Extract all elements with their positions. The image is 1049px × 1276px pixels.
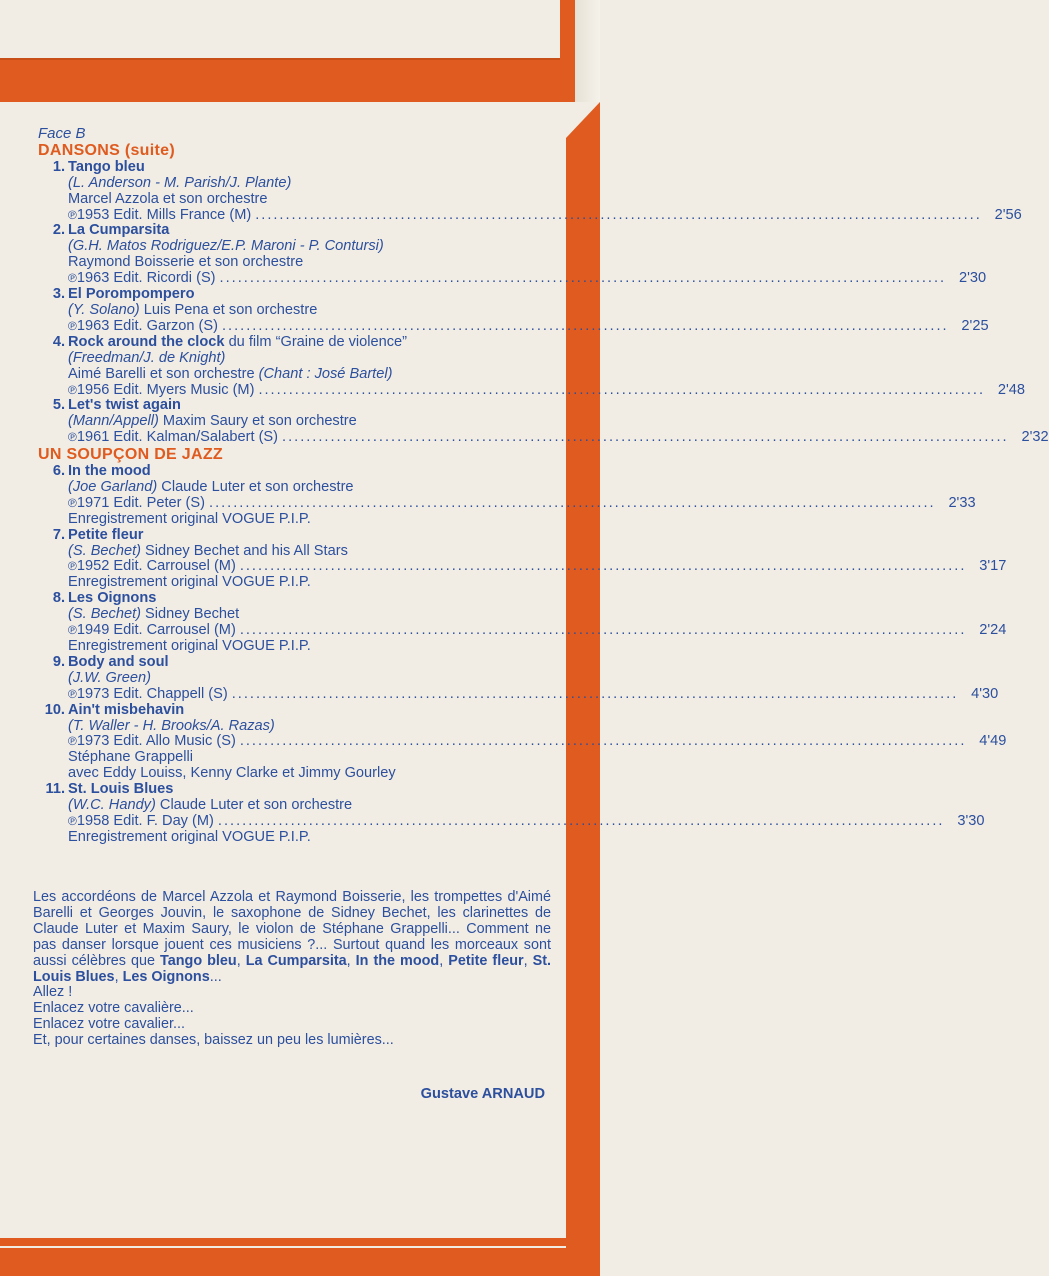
track-heading [68, 782, 554, 798]
track-publishing-line [68, 733, 1007, 750]
track-note: avec Eddy Louiss, Kenny Clarke et Jimmy Gourley [68, 765, 396, 782]
track-title: St. Louis Blues [68, 781, 174, 798]
section-title: DANSONS (suite) [38, 141, 175, 159]
liner-sep: , [236, 952, 246, 969]
track-number: 11. [45, 781, 65, 798]
publishing-edition: 1973 Edit. Chappell (S) [76, 685, 228, 702]
publishing-edition: 1963 Edit. Garzon (S) [76, 317, 218, 334]
track-note: Enregistrement original VOGUE P.I.P. [68, 638, 311, 654]
track-publishing-line [68, 494, 976, 512]
track-credit-line [68, 255, 554, 271]
dot-leader: ........................................................................................................................ [222, 317, 949, 334]
liner-bold-title: La Cumparsita [245, 952, 347, 969]
publishing-edition: 1973 Edit. Allo Music (S) [76, 733, 236, 750]
dot-leader: ........................................................................................................................ [239, 558, 967, 575]
track-performer: Maxim Saury et son orchestre [158, 413, 357, 430]
publishing-edition: 1971 Edit. Peter (S) [76, 494, 206, 511]
dot-leader: ........................................................................................................................ [239, 733, 967, 750]
liner-line: Enlacez votre cavalier... [33, 1016, 185, 1033]
track-number: 5. [52, 397, 65, 414]
liner-bold-title: Petite fleur [448, 952, 524, 969]
phonogram-icon: ℗ [68, 271, 77, 286]
publishing-info [68, 208, 251, 224]
track-duration: 2'25 [961, 317, 989, 334]
liner-sep: , [346, 952, 356, 969]
track-performer: Claude Luter et son orchestre [155, 797, 353, 814]
track-publishing-line [68, 206, 1022, 224]
track-duration: 3'17 [979, 558, 1007, 575]
track-composers: (J.W. Green) [68, 669, 151, 686]
track-composers: (Joe Garland) [68, 478, 158, 495]
track-duration: 3'30 [957, 812, 985, 829]
liner-text: Les accordéons de Marcel Azzola et Raymond Boisserie, les trompettes d'Aimé Barelli et Georges Jouvin, le saxophone de Sidney Bechet, les clarinettes de Claude Luter et Maxim Saury, le violon de Stéphane Grappelli... Comment ne pas danser lorsque jouent ces musiciens ?... Surtout quand les morceaux sont aussi célèbres que [33, 889, 551, 969]
track-item [34, 158, 1022, 224]
track-note: Enregistrement original VOGUE P.I.P. [68, 574, 311, 591]
dot-leader: ........................................................................................................................ [231, 685, 959, 702]
track-credit-line [68, 239, 554, 255]
liner-sep: , [439, 952, 449, 969]
track-item [34, 397, 1049, 446]
track-note: Enregistrement original VOGUE P.I.P. [68, 510, 311, 527]
track-item [34, 653, 999, 703]
liner-bold-title: St. Louis Blues [33, 952, 551, 985]
track-item [34, 333, 1026, 399]
track-title: La Cumparsita [68, 222, 170, 239]
dot-leader: ........................................................................................................................ [255, 206, 982, 223]
phonogram-icon: ℗ [68, 207, 77, 222]
track-item [34, 463, 976, 528]
track-title: Let's twist again [68, 397, 181, 414]
track-heading [68, 703, 554, 719]
liner-notes [33, 890, 551, 1049]
track-title: Body and soul [68, 653, 169, 670]
track-credit-line [68, 414, 554, 430]
track-number: 9. [52, 653, 65, 670]
phonogram-icon: ℗ [68, 382, 77, 397]
liner-sep: , [523, 952, 533, 969]
track-heading [68, 655, 554, 671]
track-publishing-line [68, 622, 1007, 639]
phonogram-icon: ℗ [68, 623, 77, 638]
publishing-edition: 1963 Edit. Ricordi (S) [76, 270, 216, 287]
track-number: 1. [52, 158, 65, 175]
track-publishing-line [68, 812, 985, 830]
dot-leader: ........................................................................................................................ [209, 494, 936, 511]
track-title: In the mood [68, 463, 151, 480]
publishing-edition: 1961 Edit. Kalman/Salabert (S) [76, 429, 279, 446]
track-composers: (Mann/Appell) [68, 413, 159, 430]
track-composers: (W.C. Handy) [68, 797, 156, 814]
track-duration: 4'49 [979, 733, 1007, 750]
track-credit-line [68, 798, 554, 814]
track-heading [68, 464, 554, 480]
publishing-info [68, 271, 216, 287]
publishing-info [68, 430, 278, 446]
track-duration: 2'33 [948, 494, 976, 511]
track-title: Les Oignons [68, 590, 157, 607]
liner-sep: , [114, 968, 123, 985]
track-composers: (T. Waller - H. Brooks/A. Razas) [68, 717, 275, 734]
track-number: 7. [52, 526, 65, 543]
track-composers: (S. Bechet) [68, 542, 141, 559]
track-heading [68, 591, 554, 607]
track-title: Petite fleur [68, 526, 144, 543]
track-duration: 2'30 [958, 270, 987, 287]
publishing-edition: 1952 Edit. Carrousel (M) [76, 558, 236, 575]
phonogram-icon: ℗ [68, 734, 77, 749]
publishing-info [68, 623, 236, 639]
publishing-info [68, 496, 205, 512]
track-number: 2. [52, 222, 65, 239]
track-credit-line [68, 671, 554, 687]
track-duration: 2'24 [979, 622, 1007, 639]
track-credit-line [68, 544, 554, 560]
track-performer: Luis Pena et son orchestre [139, 301, 318, 318]
track-number: 4. [52, 333, 65, 350]
track-heading [68, 335, 554, 351]
track-credit-line [68, 480, 554, 496]
track-performer: Claude Luter et son orchestre [157, 478, 354, 495]
track-item [34, 286, 989, 335]
publishing-info [68, 559, 236, 575]
track-credit-line [68, 607, 554, 623]
track-note: Stéphane Grappelli [68, 749, 193, 766]
track-title: El Porompompero [68, 286, 195, 303]
track-performer: Sidney Bechet and his All Stars [141, 542, 348, 559]
track-number: 6. [52, 463, 65, 480]
track-duration: 2'48 [997, 381, 1026, 398]
bottom-paper-line [0, 1246, 566, 1248]
phonogram-icon: ℗ [68, 559, 77, 574]
track-performer: Marcel Azzola et son orchestre [68, 190, 268, 207]
track-number: 10. [44, 701, 65, 718]
track-credit-line [68, 192, 554, 208]
track-performer: Sidney Bechet [141, 606, 240, 623]
track-publishing-line [68, 317, 989, 335]
publishing-info [68, 383, 254, 399]
track-publishing-line [68, 685, 999, 703]
liner-line: Enlacez votre cavalière... [33, 1000, 194, 1017]
track-publishing-line [68, 429, 1049, 446]
liner-bold-title: Les Oignons [122, 968, 210, 985]
tracklist [34, 125, 1049, 846]
track-title: Ain't misbehavin [68, 701, 185, 718]
publishing-info [68, 734, 236, 750]
track-publishing-line [68, 270, 987, 287]
track-composers: (Y. Solano) [68, 301, 140, 318]
track-publishing-line [68, 381, 1026, 399]
track-composers: (L. Anderson - M. Parish/J. Plante) [68, 174, 292, 191]
dot-leader: ........................................................................................................................ [282, 429, 1009, 446]
track-heading [68, 528, 554, 544]
liner-sep: ... [209, 968, 222, 985]
phonogram-icon: ℗ [68, 318, 77, 333]
track-performer: Aimé Barelli et son orchestre [68, 365, 259, 382]
dot-leader: ........................................................................................................................ [239, 622, 967, 639]
track-title: Rock around the clock [68, 333, 225, 350]
bottom-orange-band [0, 1238, 566, 1276]
track-number: 3. [52, 286, 65, 303]
track-number: 8. [52, 590, 65, 607]
signature: Gustave ARNAUD [420, 1086, 545, 1102]
liner-line: Allez ! [33, 984, 73, 1001]
track-title: Tango bleu [68, 158, 145, 175]
face-label: Face B [38, 125, 86, 142]
page-fold [575, 0, 600, 102]
track-item [34, 701, 1007, 783]
phonogram-icon: ℗ [68, 686, 77, 701]
track-heading [68, 223, 554, 239]
dot-leader: ........................................................................................................................ [217, 812, 945, 829]
publishing-edition: 1953 Edit. Mills France (M) [76, 206, 252, 223]
publishing-info [68, 687, 228, 703]
dot-leader: ........................................................................................................................ [219, 270, 947, 287]
track-credit-line [68, 719, 554, 735]
top-paper-strip [0, 0, 560, 60]
track-duration: 2'32 [1021, 429, 1049, 446]
phonogram-icon: ℗ [68, 430, 77, 445]
track-item [34, 781, 985, 846]
liner-line: Et, pour certaines danses, baissez un peu les lumières... [33, 1032, 394, 1049]
publishing-edition: 1956 Edit. Myers Music (M) [76, 381, 255, 398]
track-credit-line [68, 351, 554, 367]
track-vocal-credit: (Chant : José Bartel) [258, 365, 393, 382]
track-composers: (Freedman/J. de Knight) [68, 349, 226, 366]
track-credit-line [68, 303, 554, 319]
publishing-edition: 1958 Edit. F. Day (M) [76, 812, 214, 829]
track-duration: 4'30 [971, 685, 999, 702]
track-title-suffix: du film “Graine de violence” [224, 333, 408, 350]
publishing-info [68, 319, 218, 335]
phonogram-icon: ℗ [68, 495, 77, 510]
track-heading [68, 398, 554, 414]
track-performer: Raymond Boisserie et son orchestre [68, 254, 304, 271]
track-heading [68, 287, 554, 303]
track-item [34, 590, 1007, 655]
track-duration: 2'56 [994, 206, 1022, 223]
track-publishing-line [68, 558, 1007, 575]
track-composers: (G.H. Matos Rodriguez/E.P. Maroni - P. Contursi) [68, 238, 384, 255]
dot-leader: ........................................................................................................................ [258, 381, 986, 398]
liner-bold-title: Tango bleu [160, 952, 237, 969]
liner-bold-title: In the mood [355, 952, 440, 969]
publishing-info [68, 814, 214, 830]
track-credit-line [68, 176, 554, 192]
track-composers: (S. Bechet) [68, 606, 141, 623]
right-band-corner [566, 102, 600, 138]
section-title: UN SOUPÇON DE JAZZ [38, 446, 223, 464]
track-credit-line [68, 367, 554, 383]
phonogram-icon: ℗ [68, 813, 77, 828]
track-heading [68, 160, 554, 176]
publishing-edition: 1949 Edit. Carrousel (M) [76, 622, 236, 639]
track-item [34, 526, 1007, 592]
track-note: Enregistrement original VOGUE P.I.P. [68, 828, 311, 845]
track-item [34, 222, 987, 287]
sections [34, 141, 1049, 846]
